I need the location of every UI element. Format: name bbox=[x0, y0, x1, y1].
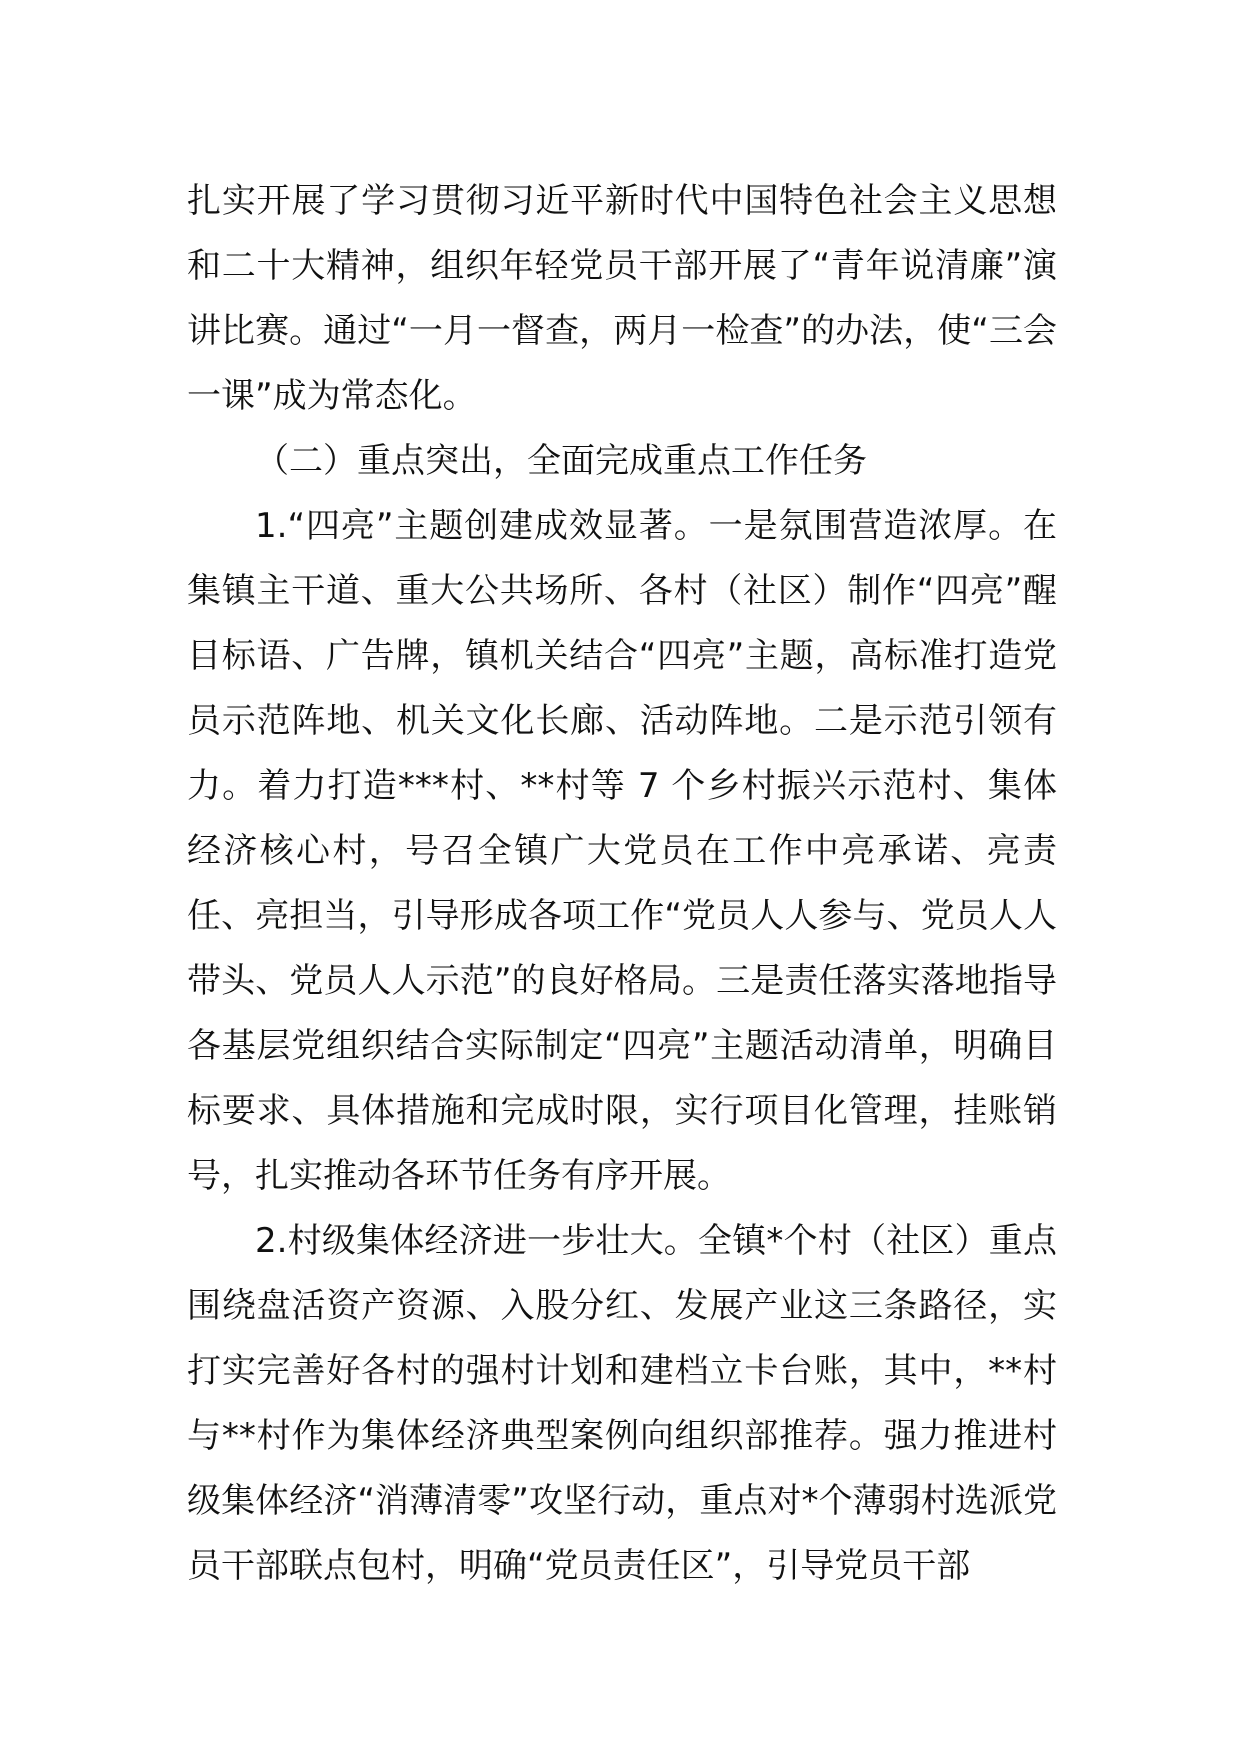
document-body bbox=[187, 169, 1057, 1599]
paragraph-collective-economy: 2.村级集体经济进一步壮大。全镇*个村（社区）重点围绕盘活资产资源、入股分红、发展产业这三条路径，实打实完善好各村的强村计划和建档立卡台账，其中，**村与**村作为集体经济典型案例向组织部推荐。强力推进村级集体经济“消薄清零”攻坚行动，重点对*个薄弱村选派党员干部联点包村，明确“党员责任区”，引导党员干部 bbox=[187, 1221, 1057, 1586]
paragraph-continuation: 扎实开展了学习贯彻习近平新时代中国特色社会主义思想和二十大精神，组织年轻党员干部开展了“青年说清廉”演讲比赛。通过“一月一督查，两月一检查”的办法，使“三会一课”成为常态化。 bbox=[187, 181, 1057, 416]
paragraph-four-liang: 1.“四亮”主题创建成效显著。一是氛围营造浓厚。在集镇主干道、重大公共场所、各村（社区）制作“四亮”醒目标语、广告牌，镇机关结合“四亮”主题，高标准打造党员示范阵地、机关文化长廊、活动阵地。二是示范引领有力。着力打造***村、**村等 7 个乡村振兴示范村、集体经济核心村，号召全镇广大党员在工作中亮承诺、亮责任、亮担当，引导形成各项工作“党员人人参与、党员人人带头、党员人人示范”的良好格局。三是责任落实落地指导各基层党组织结合实际制定“四亮”主题活动清单，明确目标要求、具体措施和完成时限，实行项目化管理，挂账销号，扎实推动各环节任务有序开展。 bbox=[187, 506, 1057, 1196]
section-heading: （二）重点突出，全面完成重点工作任务 bbox=[255, 441, 867, 481]
